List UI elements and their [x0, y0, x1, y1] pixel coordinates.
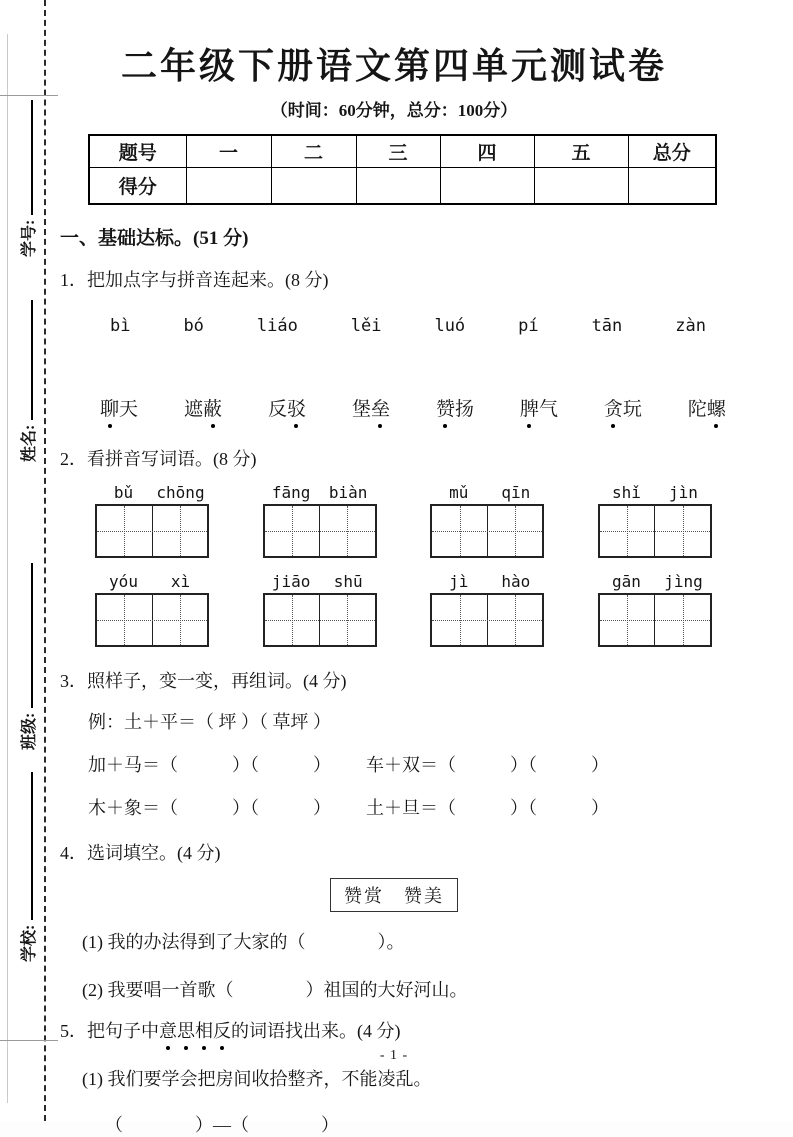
pinyin-item: zàn — [675, 316, 706, 336]
score-table-header-cell: 一 — [186, 135, 271, 167]
score-table-header-row — [89, 135, 716, 167]
writing-grid — [598, 572, 712, 647]
writing-grid — [95, 572, 209, 647]
score-table-score-row — [89, 167, 716, 204]
word-item: 堡垒 — [352, 394, 390, 421]
tianzige-box — [430, 504, 544, 558]
pinyin-item: lěi — [350, 316, 382, 336]
tianzige-cell — [319, 506, 375, 556]
school-blank-line — [31, 772, 33, 920]
tianzige-box — [95, 504, 209, 558]
tianzige-box — [95, 593, 209, 647]
tianzige-cell — [265, 595, 320, 645]
q5-title: 5．把句子中意思相反的词语找出来。(4 分) — [60, 1017, 728, 1043]
tianzige-cell — [319, 595, 375, 645]
q3-item: 加＋马＝（ ）（ ） — [88, 755, 331, 775]
word-item: 陀螺 — [688, 394, 726, 421]
pinyin-item: bì — [110, 316, 131, 336]
tianzige-cell — [97, 506, 152, 556]
q4-title: 4．选词填空。(4 分) — [60, 843, 221, 863]
score-blank-cell — [628, 167, 716, 204]
writing-grid — [263, 483, 377, 558]
q2-grid-row-2 — [60, 572, 728, 647]
grid-pinyin: chōng — [156, 483, 205, 502]
tianzige-cell — [600, 595, 655, 645]
score-blank-cell — [271, 167, 356, 204]
tianzige-box — [263, 504, 377, 558]
grid-pinyin: jì — [449, 572, 469, 591]
score-blank-cell — [186, 167, 271, 204]
margin-tick-bottom — [0, 1040, 58, 1041]
score-table — [88, 134, 717, 205]
word-item: 脾气 — [520, 394, 558, 421]
q4-item-1: (1) 我的办法得到了大家的（ ）。 — [82, 932, 405, 952]
tianzige-box — [598, 593, 712, 647]
class-field — [15, 563, 39, 750]
paper-subtitle: （时间：60分钟，总分：100分） — [270, 101, 518, 120]
scan-edge-line — [7, 34, 8, 1103]
q3-item: 车＋双＝（ ）（ ） — [366, 755, 609, 775]
q3-example: 例：土＋平＝（ 坪 ）（ 草坪 ） — [88, 712, 331, 732]
school-field — [15, 772, 39, 962]
writing-grid — [430, 572, 544, 647]
pinyin-item: tān — [591, 316, 623, 336]
student-name-blank-line — [31, 300, 33, 420]
grid-pinyin: shū — [333, 572, 363, 591]
section-1-heading: 一、基础达标。(51 分) — [60, 228, 249, 249]
margin-tick-top — [0, 95, 58, 96]
student-id-label: 学号: — [20, 219, 38, 257]
score-blank-cell — [440, 167, 534, 204]
q3-row-2 — [88, 794, 728, 820]
writing-grid — [95, 483, 209, 558]
score-blank-cell — [356, 167, 440, 204]
word-item: 反驳 — [268, 394, 306, 421]
score-row-label: 得分 — [89, 167, 186, 204]
q4-word-bank: 赞赏 赞美 — [330, 878, 458, 912]
score-table-header-cell: 题号 — [89, 135, 186, 167]
tianzige-cell — [654, 506, 710, 556]
q1-words-row — [60, 394, 728, 421]
q3-item: 土＋旦＝（ ）（ ） — [366, 798, 609, 818]
writing-grid — [263, 572, 377, 647]
grid-pinyin: jìn — [669, 483, 698, 502]
school-label: 学校: — [20, 924, 38, 962]
grid-pinyin: xì — [170, 572, 191, 591]
student-name-field — [15, 300, 39, 462]
word-item: 贪玩 — [604, 394, 642, 421]
grid-pinyin: hào — [501, 572, 531, 591]
word-item: 遮蔽 — [184, 394, 222, 421]
grid-pinyin: bǔ — [113, 483, 134, 502]
seal-dashed-line — [44, 0, 46, 1121]
grid-pinyin: jiāo — [271, 572, 311, 591]
grid-pinyin: gān — [612, 572, 641, 591]
student-name-label: 姓名: — [20, 424, 38, 462]
pinyin-item: luó — [434, 316, 466, 336]
tianzige-cell — [152, 506, 208, 556]
class-label: 班级: — [20, 712, 38, 750]
tianzige-cell — [487, 595, 543, 645]
tianzige-cell — [432, 595, 487, 645]
class-blank-line — [31, 563, 33, 708]
tianzige-box — [263, 593, 377, 647]
paper-content — [60, 30, 728, 1137]
score-blank-cell — [534, 167, 628, 204]
q2-grid-row-1 — [60, 483, 728, 558]
tianzige-cell — [152, 595, 208, 645]
grid-pinyin: biàn — [328, 483, 368, 502]
score-table-header-cell: 三 — [356, 135, 440, 167]
grid-pinyin: shǐ — [612, 483, 641, 502]
page-number: - 1 - — [379, 1048, 409, 1063]
pinyin-item: liáo — [256, 316, 298, 336]
grid-pinyin: qīn — [501, 483, 531, 502]
writing-grid — [598, 483, 712, 558]
writing-grid — [430, 483, 544, 558]
tianzige-box — [598, 504, 712, 558]
student-id-blank-line — [31, 100, 33, 215]
q3-item: 木＋象＝（ ）（ ） — [88, 798, 331, 818]
tianzige-cell — [265, 506, 320, 556]
tianzige-cell — [97, 595, 152, 645]
q1-title: 1．把加点字与拼音连起来。(8 分) — [60, 270, 329, 290]
tianzige-box — [430, 593, 544, 647]
grid-pinyin: fāng — [271, 483, 311, 502]
tianzige-cell — [600, 506, 655, 556]
q2-title: 2．看拼音写词语。(8 分) — [60, 449, 257, 469]
q4-item-2: (2) 我要唱一首歌（ ）祖国的大好河山。 — [82, 980, 468, 1000]
word-item: 聊天 — [100, 394, 138, 421]
score-table-header-cell: 二 — [271, 135, 356, 167]
word-item: 赞扬 — [436, 394, 474, 421]
pinyin-item: bó — [183, 316, 204, 336]
score-table-header-cell: 四 — [440, 135, 534, 167]
q3-row-1 — [88, 751, 728, 777]
q5-answer-line: （ ）—（ ） — [105, 1115, 339, 1135]
pinyin-item: pí — [518, 316, 539, 336]
q3-title: 3．照样子，变一变，再组词。(4 分) — [60, 671, 347, 691]
paper-title: 二年级下册语文第四单元测试卷 — [120, 46, 667, 86]
tianzige-cell — [432, 506, 487, 556]
grid-pinyin: mǔ — [449, 483, 469, 502]
student-id-field — [15, 100, 39, 257]
q1-pinyin-row — [60, 316, 728, 336]
tianzige-cell — [487, 506, 543, 556]
q5-item-1: (1) 我们要学会把房间收拾整齐，不能凌乱。 — [82, 1069, 432, 1089]
tianzige-cell — [654, 595, 710, 645]
grid-pinyin: jìng — [664, 572, 703, 591]
score-table-header-cell: 总分 — [628, 135, 716, 167]
grid-pinyin: yóu — [109, 572, 138, 591]
score-table-header-cell: 五 — [534, 135, 628, 167]
